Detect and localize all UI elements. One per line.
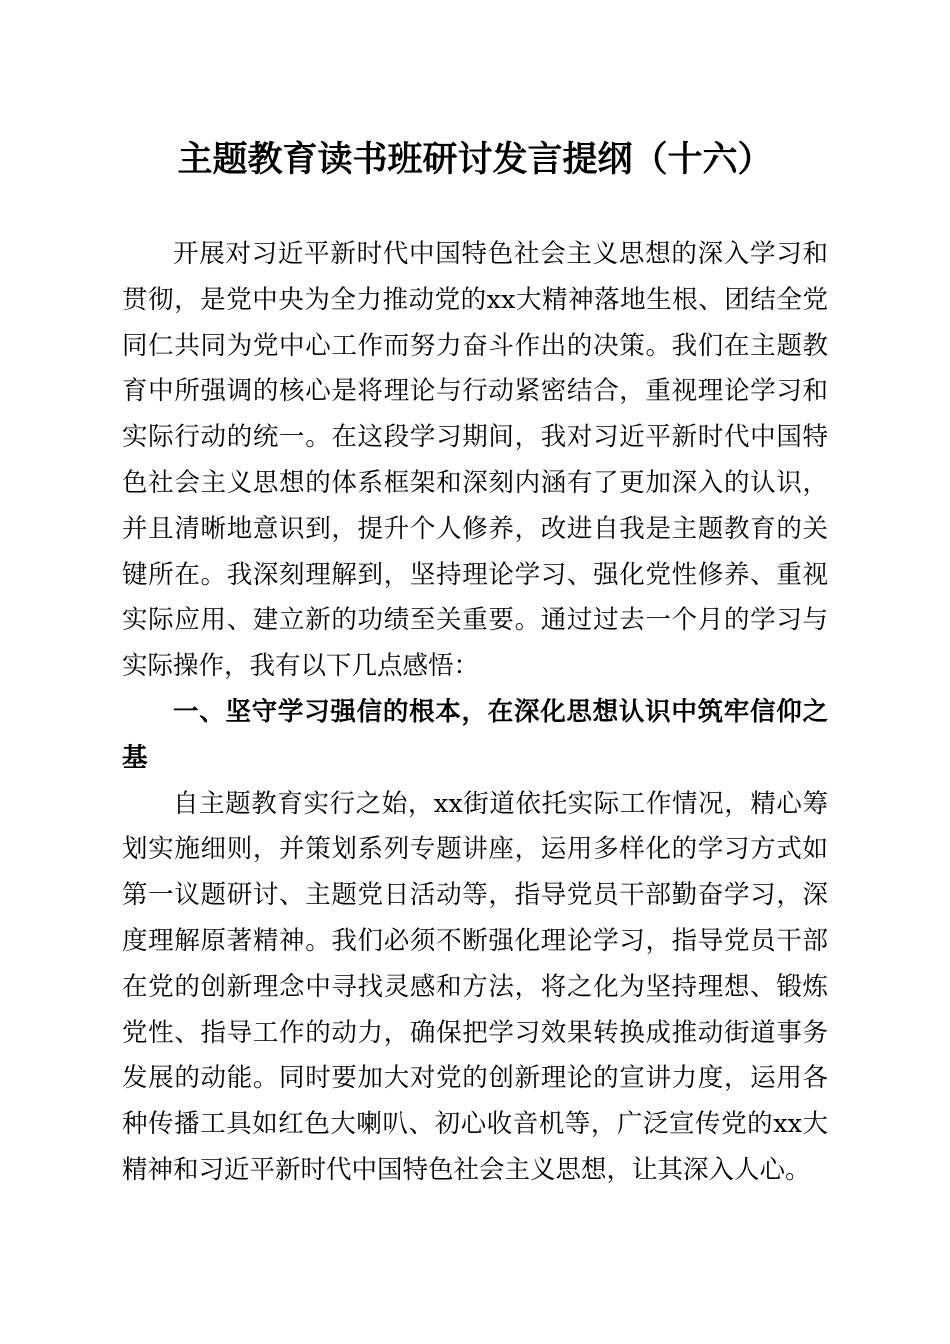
document-title: 主题教育读书班研讨发言提纲（十六）	[177, 139, 773, 180]
section-heading: 一、坚守学习强信的根本，在深化思想认识中筑牢信仰之基	[122, 696, 828, 773]
section-paragraph: 自主题教育实行之始，xx街道依托实际工作情况，精心筹划实施细则，并策划系列专题讲座，运用多样化的学习方式如第一议题研讨、主题党日活动等，指导党员干部勤奋学习，深度理解原著精神。我们必须不断强化理论学习，指导党员干部在党的创新理念中寻找灵感和方法，将之化为坚持理想、锻炼党性、指导工作的动力，确保把学习效果转换成推动街道事务发展的动能。同时要加大对党的创新理论的宣讲力度，运用各种传播工具如红色大喇叭、初心收音机等，广泛宣传党的xx大精神和习近平新时代中国特色社会主义思想，让其深入人心。	[122, 788, 828, 1185]
intro-paragraph: 开展对习近平新时代中国特色社会主义思想的深入学习和贯彻，是党中央为全力推动党的xx大精神落地生根、团结全党同仁共同为党中心工作而努力奋斗作出的决策。我们在主题教育中所强调的核心是将理论与行动紧密结合，重视理论学习和实际行动的统一。在这段学习期间，我对习近平新时代中国特色社会主义思想的体系框架和深刻内涵有了更加深入的认识，并且清晰地意识到，提升个人修养，改进自我是主题教育的关键所在。我深刻理解到，坚持理论学习、强化党性修养、重视实际应用、建立新的功绩至关重要。通过过去一个月的学习与实际操作，我有以下几点感悟：	[122, 239, 828, 682]
document-body	[122, 232, 828, 1194]
